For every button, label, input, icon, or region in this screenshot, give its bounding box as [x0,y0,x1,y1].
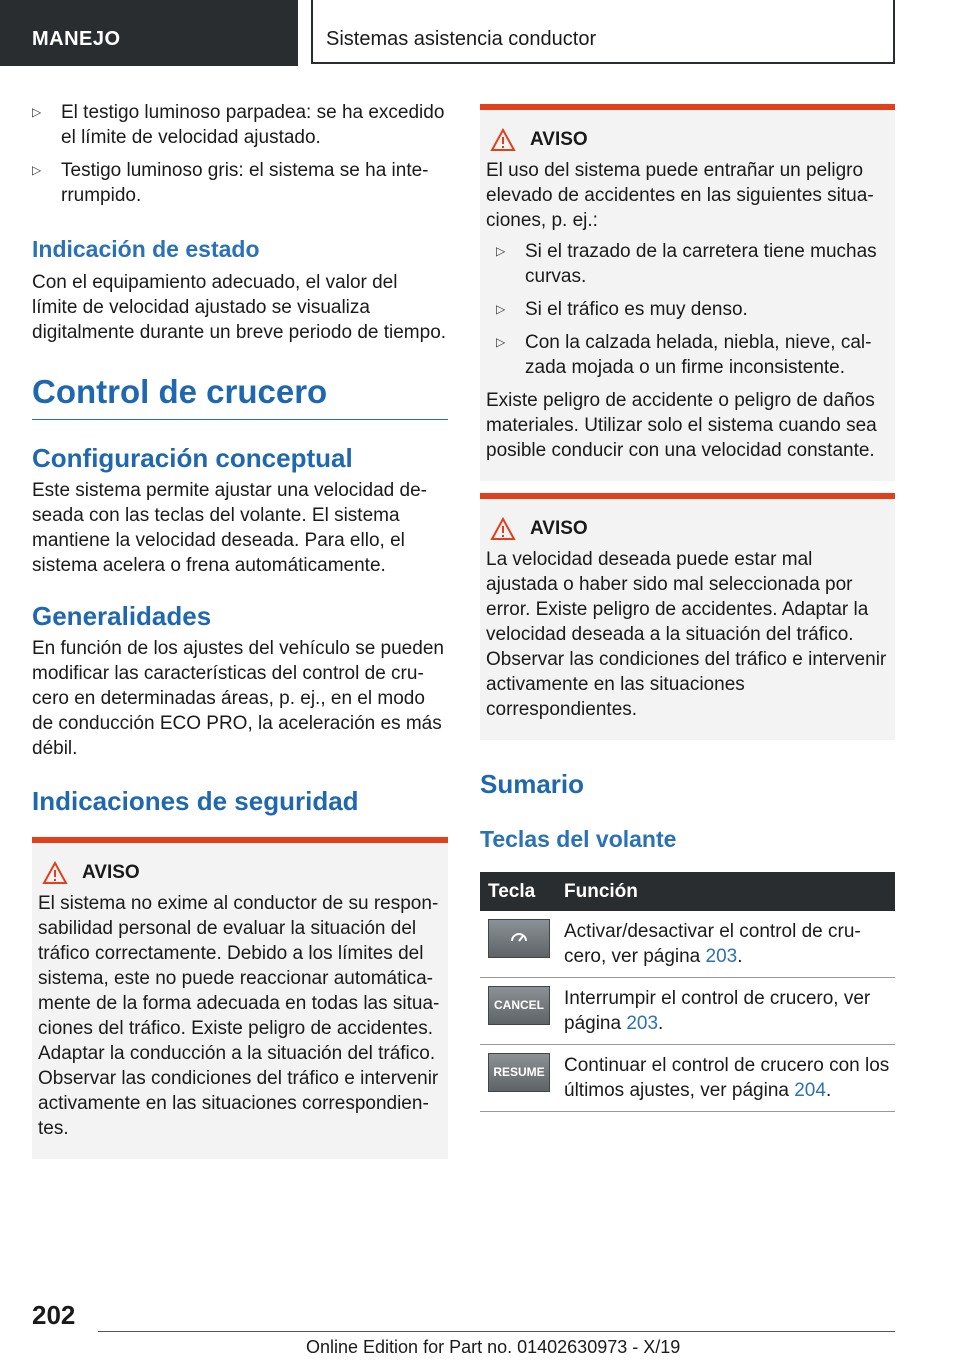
list-item: ▷ Si el trazado de la carretera tiene muchas curvas. [496,241,877,287]
right-column [480,104,895,1112]
list-item: ▷ Testigo luminoso gris: el sistema se ha interrumpido. [32,160,429,206]
list-item: ▷ Si el tráfico es muy denso. [496,299,748,320]
page-number: 202 [32,1300,76,1330]
warning-title: AVISO [530,518,588,539]
triangle-bullet-icon: ▷ [32,163,42,177]
warning-triangle-icon [490,128,516,152]
warning-intro: El uso del sistema puede entrañar un peligro elevado de accidentes en las siguientes situaciones, p. ej.: [486,160,874,231]
resume-key-icon: RESUME [488,1053,550,1092]
list-item: ▷ El testigo luminoso parpadea: se ha excedido el límite de velocidad ajustado. [32,102,445,148]
warning-box [32,837,448,1159]
teclas-heading: Teclas del volante [480,826,677,852]
warning-text: La velocidad deseada puede estar mal ajustada o haber sido mal seleccionada por error. Existe peligro de accidentes. Adaptar la velocidad deseada a la situación del tráfico. Observar las condiciones del tráfico e intervenir activamente en las situaciones correspondientes. [486,549,887,720]
generalidades-text: En función de los ajustes del vehículo se pueden modificar las características del control de crucero en determinadas áreas, p. ej., en el modo de conducción ECO PRO, la aceleración es más débil. [32,638,444,759]
triangle-bullet-icon: ▷ [32,105,42,119]
triangle-bullet-icon: ▷ [496,335,506,349]
chapter-tab [311,0,895,64]
config-heading: Configuración conceptual [32,443,353,473]
triangle-bullet-icon: ▷ [496,244,506,258]
generalidades-heading: Generalidades [32,601,212,631]
warning-box [480,493,895,740]
warning-title: AVISO [530,129,588,150]
warning-text: El sistema no exime al conductor de su responsabilidad personal de evaluar la situación del tráfico correctamente. Debido a los límites del sistema, este no puede reaccionar automáticamente de la forma adecuada en todas las situaciones del tráfico. Existe peligro de accidentes. Adaptar la conducción a la situación del tráfico. Observar las condiciones del tráfico e intervenir activamente en las situaciones correspondientes. [38,893,440,1139]
triangle-bullet-icon: ▷ [496,302,506,316]
left-column [32,100,448,1159]
table-row: RESUME Continuar el control de crucero con los últimos ajustes, ver página 204. [480,1045,895,1112]
table-row: Activar/desactivar el control de crucero, ver página 203. [480,911,895,978]
warning-title: AVISO [82,862,140,883]
warning-bullet-list [496,239,887,380]
warning-triangle-icon [490,517,516,541]
footer-edition: Online Edition for Part no. 01402630973 - X/19 [306,1337,681,1357]
page-link[interactable]: 203 [705,946,738,967]
column-header: Función [556,872,895,911]
section-label: MANEJO [32,28,121,50]
warning-box [480,104,895,481]
steering-keys-table [480,872,895,1112]
table-row: CANCEL Interrumpir el control de crucero, ver página 203. [480,978,895,1045]
page-link[interactable]: 204 [794,1080,826,1101]
footer-divider [98,1331,895,1332]
status-bullet-list [32,100,448,208]
seguridad-heading: Indicaciones de seguridad [32,786,359,816]
warning-triangle-icon [42,861,68,885]
indicacion-heading: Indicación de estado [32,236,260,262]
column-header: Tecla [480,872,556,911]
page-link[interactable]: 203 [626,1013,659,1034]
chapter-label: Sistemas asistencia conductor [326,28,597,50]
cruise-toggle-key-icon [488,919,550,958]
indicacion-text: Con el equipamiento adecuado, el valor del límite de velocidad ajustado se visualiza digitalmente durante un breve periodo de tiempo. [32,272,447,343]
warning-outro: Existe peligro de accidente o peligro de daños materiales. Utilizar solo el sistema cuando sea posible conducir con una velocidad constante. [486,390,877,461]
sumario-heading: Sumario [480,769,585,799]
config-text: Este sistema permite ajustar una velocidad deseada con las teclas del volante. El sistema mantiene la velocidad deseada. Para ello, el sistema acelera o frena automáticamente. [32,480,427,576]
page-header [0,0,960,66]
section-tab [0,0,298,66]
table-header-row [480,872,895,911]
control-heading: Control de crucero [32,371,448,420]
cancel-key-icon: CANCEL [488,986,550,1025]
list-item: ▷ Con la calzada helada, niebla, nieve, calzada mojada o un firme inconsistente. [496,332,872,378]
